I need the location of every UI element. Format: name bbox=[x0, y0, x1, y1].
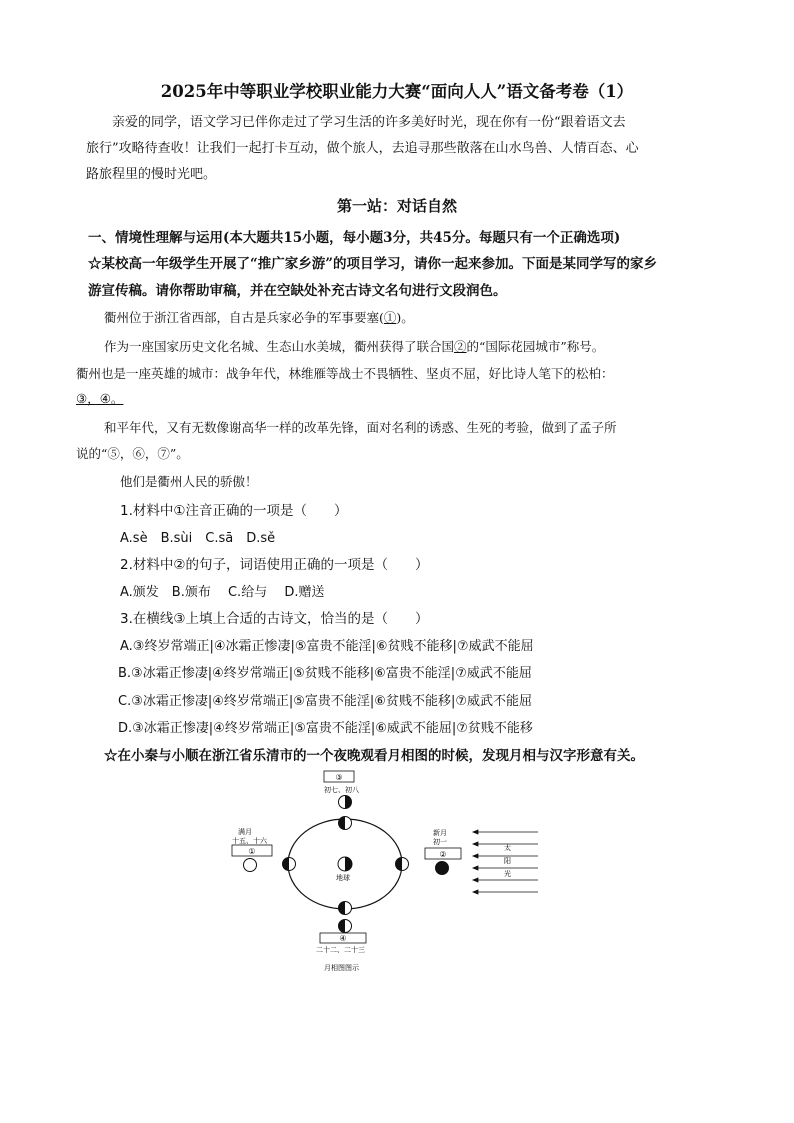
question-3-option-a: A.③终岁常端正|④冰霜正惨凄|⑤富贵不能淫|⑥贫贱不能移|⑦威武不能屈 bbox=[120, 639, 534, 654]
question-3: 3.在横线③上填上合适的古诗文，恰当的是（ ） bbox=[120, 611, 429, 627]
task1-line-1: ☆某校高一年级学生开展了“推广家乡游”的项目学习，请你一起来参加。下面是某同学写的家乡 bbox=[88, 256, 658, 272]
material-p1: 衢州位于浙江省西部，自古是兵家必争的军事要塞(①)。 bbox=[104, 310, 414, 325]
station-heading: 第一站：对话自然 bbox=[336, 197, 457, 215]
sun-label-1: 太 bbox=[504, 844, 511, 852]
intro-paragraph bbox=[86, 110, 706, 188]
new-moon-icon bbox=[436, 862, 449, 875]
bottom-phase-number: ④ bbox=[339, 934, 347, 943]
full-moon-icon bbox=[244, 859, 257, 872]
question-2: 2.材料中②的句子，词语使用正确的一项是（ ） bbox=[120, 557, 429, 573]
question-1-options: A.sè B.sùi C.sā D.sě bbox=[120, 531, 276, 546]
intro-line-3: 路旅程里的慢时光吧。 bbox=[86, 167, 217, 182]
moon-phase-diagram bbox=[220, 768, 550, 978]
moon-left-icon bbox=[283, 858, 296, 871]
earth-icon bbox=[338, 857, 352, 871]
moon-top-icon bbox=[339, 817, 352, 830]
earth-label: 地球 bbox=[336, 874, 350, 882]
question-2-options: A.颁发 B.颁布 C.给与 D.赠送 bbox=[120, 585, 325, 600]
task1-line-2: 游宣传稿。请你帮助审稿，并在空缺处补充古诗文名句进行文段润色。 bbox=[88, 283, 507, 299]
intro-line-1: 亲爱的同学，语文学习已伴你走过了学习生活的许多美好时光，现在你有一份“跟着语文去 bbox=[112, 115, 626, 130]
material-p7: 他们是衢州人民的骄傲！ bbox=[120, 474, 258, 489]
material-p3: 衢州也是一座英雄的城市：战争年代，林维雁等战士不畏牺牲、坚贞不屈，好比诗人笔下的松柏： bbox=[76, 366, 614, 381]
bottom-phase-label: 二十二、二十三 bbox=[316, 946, 365, 954]
question-3-option-c: C.③冰霜正惨凄|④终岁常端正|⑤富贵不能淫|⑥贫贱不能移|⑦威武不能屈 bbox=[118, 694, 533, 709]
sun-label-3: 光 bbox=[504, 870, 511, 878]
material-p5: 和平年代，又有无数像谢高华一样的改革先锋，面对名利的诱惑、生死的考验，做到了孟子所 bbox=[104, 420, 617, 435]
full-moon-number: ① bbox=[248, 847, 256, 856]
diagram-caption: 月相图图示 bbox=[324, 964, 359, 972]
top-phase-number: ③ bbox=[335, 773, 343, 782]
section-heading: 一、情境性理解与运用(本大题共15小题，每小题3分，共45分。每题只有一个正确选项) bbox=[88, 230, 621, 246]
task2-text: ☆在小秦与小顺在浙江省乐清市的一个夜晚观看月相图的时候，发现月相与汉字形意有关。 bbox=[104, 748, 644, 764]
top-phase-label: 初七、初八 bbox=[324, 786, 359, 794]
blank-mark-2: ② bbox=[454, 339, 467, 354]
new-moon-number: ② bbox=[439, 850, 447, 859]
question-3-option-b: B.③冰霜正惨凄|④终岁常端正|⑤贫贱不能移|⑥富贵不能淫|⑦威武不能屈 bbox=[118, 666, 532, 681]
new-moon-dates: 初一 bbox=[433, 838, 447, 846]
material-p4: ③，④。 bbox=[76, 391, 124, 406]
intro-line-2: 旅行”攻略待查收！让我们一起打卡互动，做个旅人，去追寻那些散落在山水鸟兽、人情百态、心 bbox=[86, 141, 639, 156]
question-1: 1.材料中①注音正确的一项是（ ） bbox=[120, 503, 348, 519]
moon-bottom-icon bbox=[339, 902, 352, 915]
new-moon-label: 新月 bbox=[433, 829, 447, 837]
question-3-option-d: D.③冰霜正惨凄|④终岁常端正|⑤富贵不能淫|⑥威武不能屈|⑦贫贱不能移 bbox=[118, 721, 533, 736]
blank-mark-1: ① bbox=[383, 310, 397, 325]
last-quarter-moon-icon bbox=[339, 920, 352, 933]
sun-label-2: 阳 bbox=[504, 857, 511, 865]
first-quarter-moon-icon bbox=[339, 796, 352, 809]
material-p2: 作为一座国家历史文化名城、生态山水美城，衢州获得了联合国②的“国际花园城市”称号。 bbox=[104, 339, 605, 354]
moon-right-icon bbox=[396, 858, 409, 871]
full-moon-dates: 十五、十六 bbox=[232, 837, 267, 845]
exam-title: 2025年中等职业学校职业能力大赛“面向人人”语文备考卷（1） bbox=[160, 82, 634, 101]
full-moon-label: 满月 bbox=[238, 828, 252, 836]
material-p6: 说的“⑤，⑥，⑦”。 bbox=[76, 446, 189, 461]
